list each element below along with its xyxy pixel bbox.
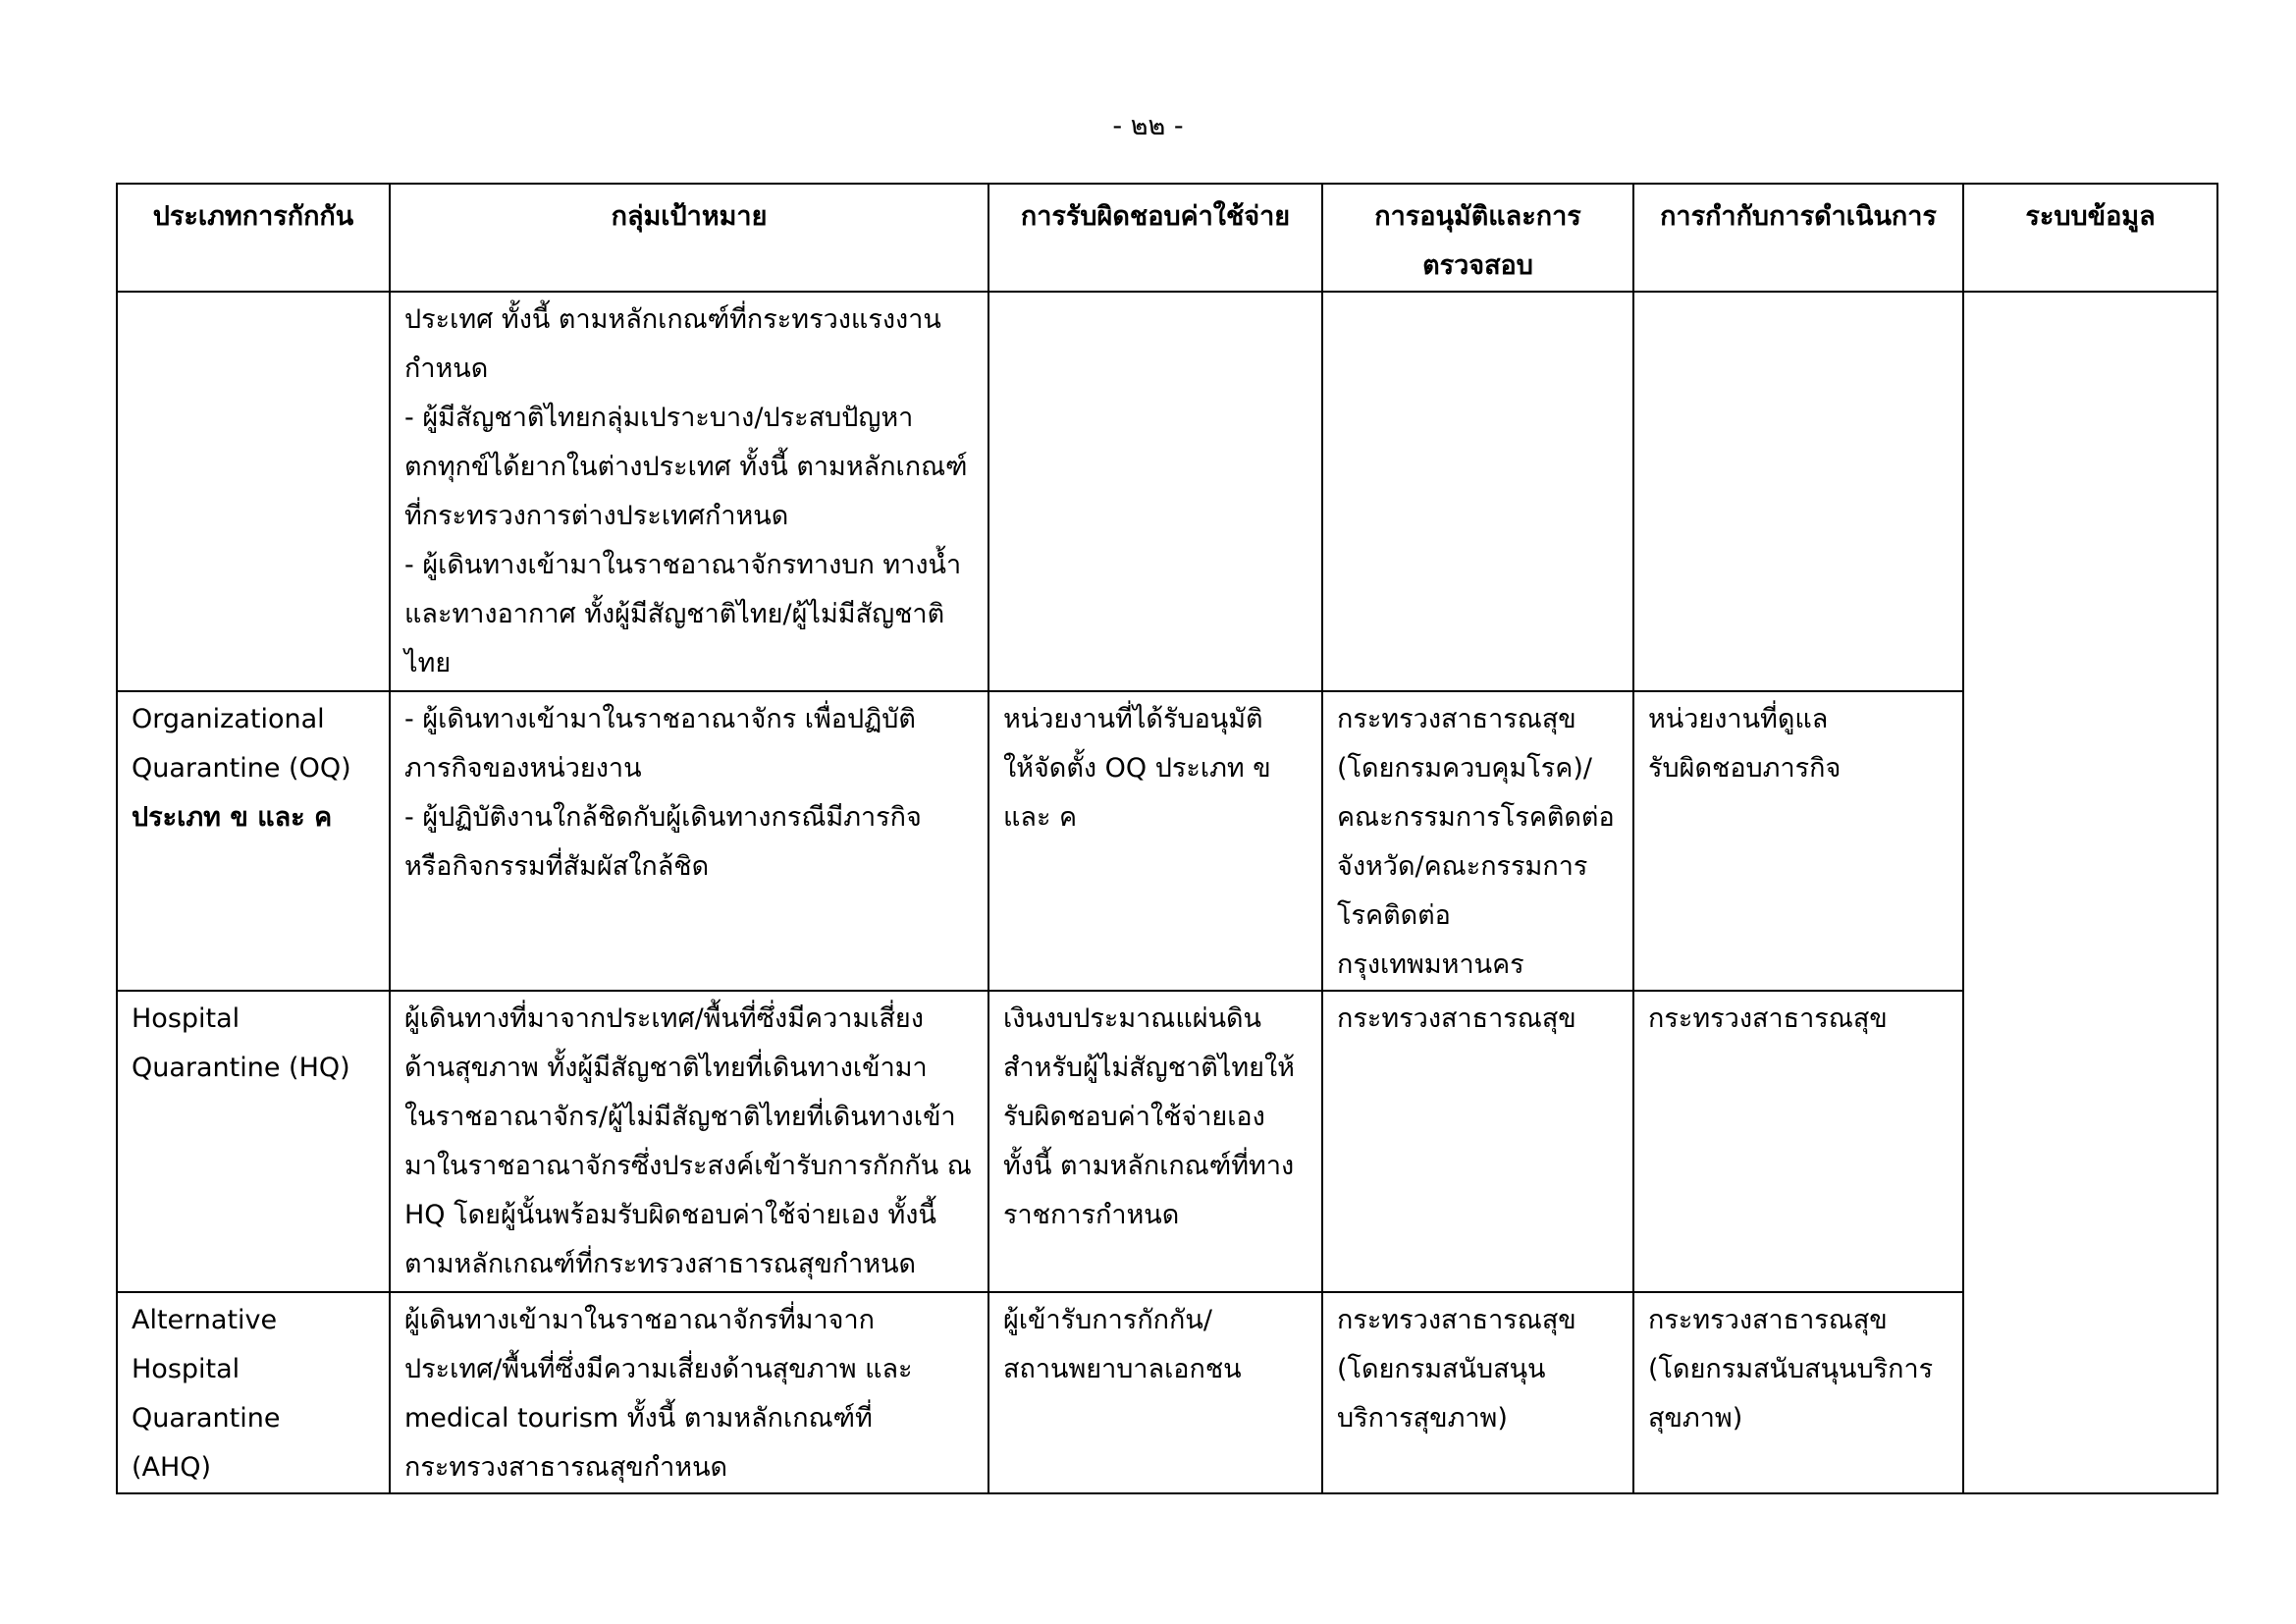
cell-approval: กระทรวงสาธารณสุข (โดยกรมสนับสนุน บริการสุขภาพ) (1322, 1292, 1633, 1493)
cell-cost: เงินงบประมาณแผ่นดิน สำหรับผู้ไม่สัญชาติไทยให้ รับผิดชอบค่าใช้จ่ายเอง ทั้งนี้ ตามหลักเกณฑ์ที่ทาง ราชการกำหนด (988, 991, 1322, 1292)
cell-supervision: กระทรวงสาธารณสุข (1633, 991, 1963, 1292)
type-name: Organizational Quarantine (OQ) (132, 704, 351, 784)
cell-supervision (1633, 292, 1963, 691)
cell-supervision: กระทรวงสาธารณสุข (โดยกรมสนับสนุนบริการ สุขภาพ) (1633, 1292, 1963, 1493)
table-row (117, 991, 2217, 1292)
cell-information-system (1963, 292, 2217, 1493)
cell-approval: กระทรวงสาธารณสุข (โดยกรมควบคุมโรค)/ คณะกรรมการโรคติดต่อ จังหวัด/คณะกรรมการ โรคติดต่อกรุงเทพมหานคร (1322, 691, 1633, 991)
cell-cost: หน่วยงานที่ได้รับอนุมัติ ให้จัดตั้ง OQ ประเภท ข และ ค (988, 691, 1322, 991)
type-subcategory: ประเภท ข และ ค (132, 802, 333, 833)
quarantine-table (116, 183, 2218, 1494)
cell-type (117, 691, 390, 991)
table-row (117, 292, 2217, 691)
cell-cost (988, 292, 1322, 691)
cell-target: ผู้เดินทางเข้ามาในราชอาณาจักรที่มาจาก ประเทศ/พื้นที่ซึ่งมีความเสี่ยงด้านสุขภาพ และ medical tourism ทั้งนี้ ตามหลักเกณฑ์ที่ กระทรวงสาธารณสุขกำหนด (390, 1292, 988, 1493)
cell-supervision: หน่วยงานที่ดูแล รับผิดชอบภารกิจ (1633, 691, 1963, 991)
header-operation-supervision: การกำกับการดำเนินการ (1633, 184, 1963, 292)
header-information-system: ระบบข้อมูล (1963, 184, 2217, 292)
table-row (117, 1292, 2217, 1493)
cell-type: Hospital Quarantine (HQ) (117, 991, 390, 1292)
cell-target: - ผู้เดินทางเข้ามาในราชอาณาจักร เพื่อปฏิบัติ ภารกิจของหน่วยงาน - ผู้ปฏิบัติงานใกล้ชิดกับผู้เดินทางกรณีมีภารกิจ หรือกิจกรรมที่สัมผัสใกล้ชิด (390, 691, 988, 991)
header-quarantine-type: ประเภทการกักกัน (117, 184, 390, 292)
header-approval-inspection: การอนุมัติและการ ตรวจสอบ (1322, 184, 1633, 292)
cell-target: ผู้เดินทางที่มาจากประเทศ/พื้นที่ซึ่งมีความเสี่ยง ด้านสุขภาพ ทั้งผู้มีสัญชาติไทยที่เดินทางเข้ามา ในราชอาณาจักร/ผู้ไม่มีสัญชาติไทยที่เดินทางเข้า มาในราชอาณาจักรซึ่งประสงค์เข้ารับการกักกัน ณ HQ โดยผู้นั้นพร้อมรับผิดชอบค่าใช้จ่ายเอง ทั้งนี้ ตามหลักเกณฑ์ที่กระทรวงสาธารณสุขกำหนด (390, 991, 988, 1292)
cell-cost: ผู้เข้ารับการกักกัน/ สถานพยาบาลเอกชน (988, 1292, 1322, 1493)
cell-target: ประเทศ ทั้งนี้ ตามหลักเกณฑ์ที่กระทรวงแรงงาน กำหนด - ผู้มีสัญชาติไทยกลุ่มเปราะบาง/ประสบปัญหา ตกทุกข์ได้ยากในต่างประเทศ ทั้งนี้ ตามหลักเกณฑ์ ที่กระทรวงการต่างประเทศกำหนด - ผู้เดินทางเข้ามาในราชอาณาจักรทางบก ทางน้ำ และทางอากาศ ทั้งผู้มีสัญชาติไทย/ผู้ไม่มีสัญชาติ ไทย (390, 292, 988, 691)
header-cost-responsibility: การรับผิดชอบค่าใช้จ่าย (988, 184, 1322, 292)
cell-type: Alternative Hospital Quarantine (AHQ) (117, 1292, 390, 1493)
table-row (117, 691, 2217, 991)
header-target-group: กลุ่มเป้าหมาย (390, 184, 988, 292)
table-header-row (117, 184, 2217, 292)
page-number: - ๒๒ - (1112, 111, 1184, 141)
cell-approval: กระทรวงสาธารณสุข (1322, 991, 1633, 1292)
cell-type (117, 292, 390, 691)
cell-approval (1322, 292, 1633, 691)
